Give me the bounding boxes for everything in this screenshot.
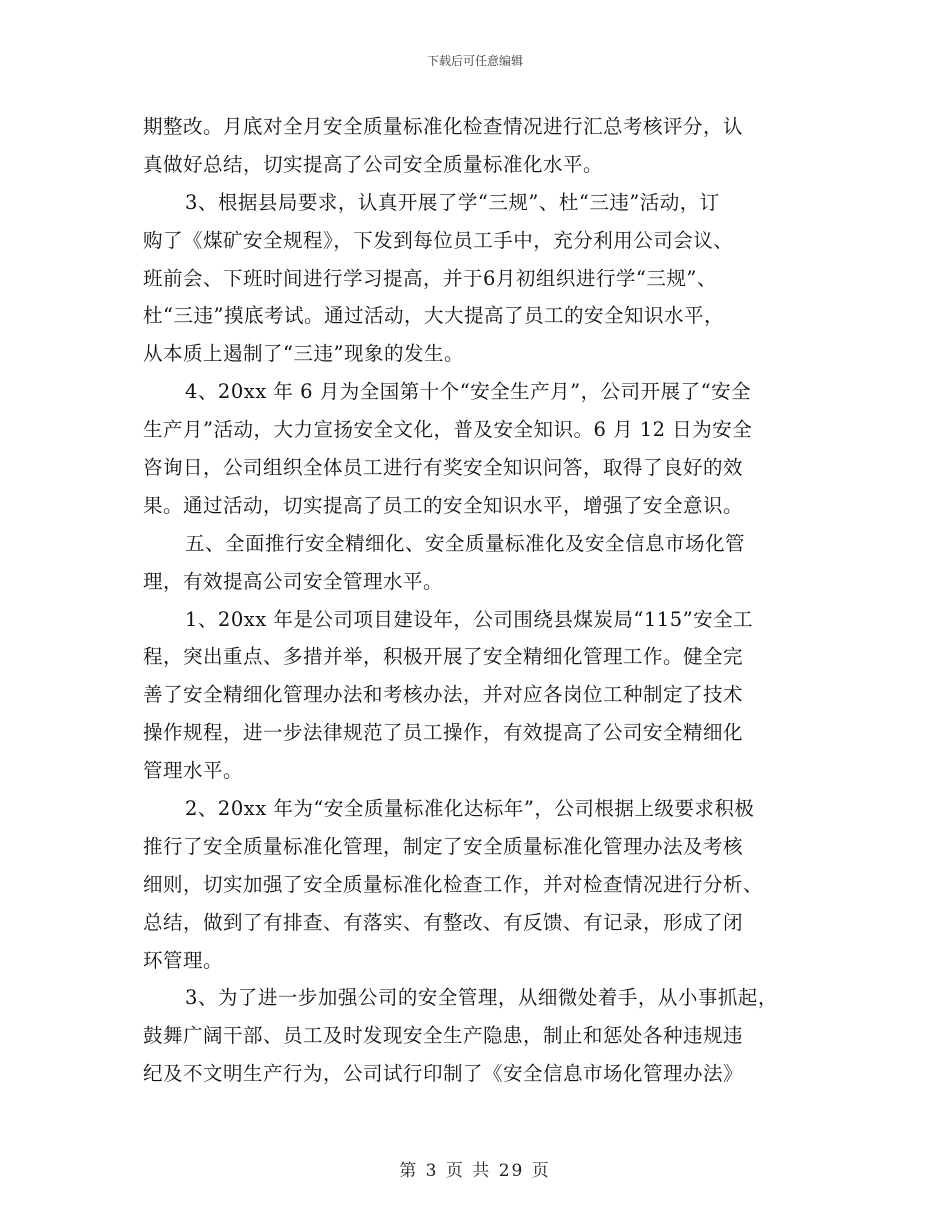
text-line: 果。通过活动，切实提高了员工的安全知识水平，增强了安全意识。 <box>143 493 744 517</box>
text-line: 真做好总结，切实提高了公司安全质量标准化水平。 <box>143 152 604 176</box>
text-line: 从本质上遏制了“三违”现象的发生。 <box>143 342 464 366</box>
page-number-footer: 第 3 页 共 29 页 <box>399 1161 551 1181</box>
text-line: 生产月”活动，大力宣扬安全文化，普及安全知识。6 月 12 日为安全 <box>143 418 753 442</box>
text-line: 细则，切实加强了安全质量标准化检查工作，并对检查情况进行分析、 <box>143 872 764 896</box>
document-body <box>143 108 815 1093</box>
text-line: 总结，做到了有排查、有落实、有整改、有反馈、有记录，形成了闭 <box>143 910 744 934</box>
paragraph-start-line: 2、20xx 年为“安全质量标准化达标年”，公司根据上级要求积极 <box>185 797 755 821</box>
paragraph-start-line: 3、为了进一步加强公司的安全管理，从细微处着手，从小事抓起， <box>185 986 778 1010</box>
text-line: 购了《煤矿安全规程》，下发到每位员工手中，充分利用公司会议、 <box>143 228 734 252</box>
section-heading-line: 五、全面推行安全精细化、安全质量标准化及安全信息市场化管 <box>185 531 746 555</box>
text-line: 程，突出重点、多措并举，积极开展了安全精细化管理工作。健全完 <box>143 645 744 669</box>
text-line: 善了安全精细化管理办法和考核办法，并对应各岗位工种制定了技术 <box>143 683 744 707</box>
text-line: 操作规程，进一步法律规范了员工操作，有效提高了公司安全精细化 <box>143 721 744 745</box>
text-line: 杜“三违”摸底考试。通过活动，大大提高了员工的安全知识水平， <box>143 304 724 328</box>
text-line: 理，有效提高公司安全管理水平。 <box>143 569 444 593</box>
page-header: 下载后可任意编辑 <box>426 54 523 68</box>
paragraph-start-line: 4、20xx 年 6 月为全国第十个“安全生产月”，公司开展了“安全 <box>185 380 752 404</box>
text-line: 推行了安全质量标准化管理，制定了安全质量标准化管理办法及考核 <box>143 834 744 858</box>
text-line: 鼓舞广阔干部、员工及时发现安全生产隐患，制止和惩处各种违规违 <box>143 1024 744 1048</box>
text-line: 管理水平。 <box>143 759 244 783</box>
text-line: 环管理。 <box>143 948 224 972</box>
paragraph-start-line: 1、20xx 年是公司项目建设年，公司围绕县煤炭局“115”安全工 <box>185 607 754 631</box>
text-line: 班前会、下班时间进行学习提高，并于6月初组织进行学“三规”、 <box>143 266 717 290</box>
text-line: 咨询日，公司组织全体员工进行有奖安全知识问答，取得了良好的效 <box>143 456 744 480</box>
text-line: 期整改。月底对全月安全质量标准化检查情况进行汇总考核评分，认 <box>143 115 744 138</box>
paragraph-start-line: 3、根据县局要求，认真开展了学“三规”、杜“三违”活动，订 <box>185 190 720 214</box>
text-line: 纪及不文明生产行为，公司试行印制了《安全信息市场化管理办法》 <box>143 1062 744 1086</box>
